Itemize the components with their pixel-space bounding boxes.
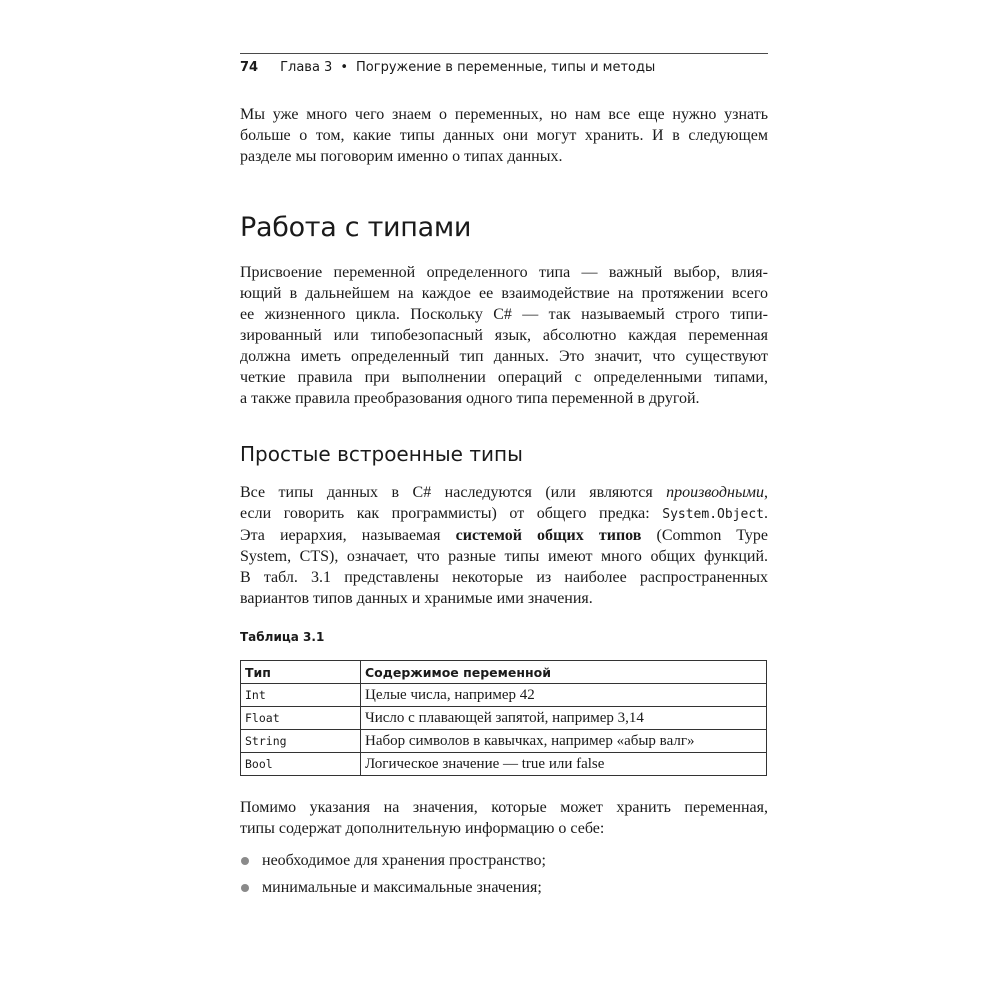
section-line: Присвоение переменной определенного типа — важный выбор, влия- <box>240 264 768 281</box>
content-cell: Набор символов в кавычках, например «абыр валг» <box>361 730 767 753</box>
types-table <box>240 660 767 776</box>
section-line: четкие правила при выполнении операций с определенными типами, <box>240 369 768 386</box>
after-table-line: типы содержат дополнительную информацию о себе: <box>240 820 605 837</box>
column-header-type: Тип <box>241 661 361 684</box>
text-run: (Common Type <box>641 527 769 544</box>
subsection-line: В табл. 3.1 представлены некоторые из наиболее распространенных <box>240 569 768 586</box>
list-item-text: необходимое для хранения пространство; <box>262 852 546 869</box>
text-run: Все типы данных в C# наследуются (или являются <box>240 484 667 501</box>
emphasis-text: производными <box>666 484 764 501</box>
subsection-line <box>240 482 768 503</box>
book-page <box>240 0 768 1000</box>
column-header-content: Содержимое переменной <box>361 661 767 684</box>
intro-line: Мы уже много чего знаем о переменных, но нам все еще нужно узнать <box>240 106 768 123</box>
bullet-list <box>240 850 768 904</box>
header-separator: • <box>340 60 349 75</box>
after-table-line: Помимо указания на значения, которые может хранить переменная, <box>240 799 768 816</box>
section-line: ющий в дальнейшем на каждое ее взаимодействие на протяжении всего <box>240 285 768 302</box>
bold-term: системой общих типов <box>455 527 642 544</box>
section-line: а также правила преобразования одного типа переменной в другой. <box>240 390 700 407</box>
content-cell: Логическое значение — true или false <box>361 753 767 776</box>
intro-paragraph <box>240 104 768 167</box>
text-run: Эта иерархия, называемая <box>240 527 456 544</box>
list-item <box>240 850 768 877</box>
bullet-icon <box>241 857 249 865</box>
subsection-line: вариантов типов данных и хранимые ими значения. <box>240 590 593 607</box>
chapter-label: Глава 3 <box>280 60 333 75</box>
subsection-line: System, CTS), означает, что разные типы имеют много общих функций. <box>240 548 768 565</box>
table-row <box>241 684 767 707</box>
code-system-object: System.Object <box>662 507 764 522</box>
intro-line: больше о том, какие типы данных они могут хранить. И в следующем <box>240 127 768 144</box>
intro-line: разделе мы поговорим именно о типах данных. <box>240 148 563 165</box>
subsection-line <box>240 503 768 525</box>
text-run: , <box>764 484 768 501</box>
type-cell: Bool <box>241 753 361 776</box>
table-row <box>241 707 767 730</box>
bullet-icon <box>241 884 249 892</box>
table-header-row <box>241 661 767 684</box>
running-header <box>240 60 655 75</box>
page-number: 74 <box>240 60 259 75</box>
content-cell: Целые числа, например 42 <box>361 684 767 707</box>
list-item-text: минимальные и максимальные значения; <box>262 879 542 896</box>
section-heading: Работа с типами <box>240 212 472 243</box>
subsection-heading: Простые встроенные типы <box>240 442 523 466</box>
list-item <box>240 877 768 904</box>
table-row <box>241 730 767 753</box>
after-table-paragraph <box>240 797 768 839</box>
content-cell: Число с плавающей запятой, например 3,14 <box>361 707 767 730</box>
subsection-paragraph <box>240 482 768 609</box>
type-cell: String <box>241 730 361 753</box>
section-line: ее жизненного цикла. Поскольку C# — так называемый строго типи- <box>240 306 768 323</box>
text-run: . <box>764 505 768 522</box>
section-line: должна иметь определенный тип данных. Это значит, что существуют <box>240 348 768 365</box>
text-run: если говорить как программисты) от общего предка: <box>240 505 663 522</box>
subsection-line <box>240 525 768 546</box>
section-paragraph <box>240 262 768 409</box>
type-cell: Float <box>241 707 361 730</box>
section-line: зированный или типобезопасный язык, абсолютно каждая переменная <box>240 327 768 344</box>
table-row <box>241 753 767 776</box>
type-cell: Int <box>241 684 361 707</box>
header-rule <box>240 53 768 54</box>
table-caption: Таблица 3.1 <box>240 630 325 644</box>
chapter-title: Погружение в переменные, типы и методы <box>356 60 656 75</box>
